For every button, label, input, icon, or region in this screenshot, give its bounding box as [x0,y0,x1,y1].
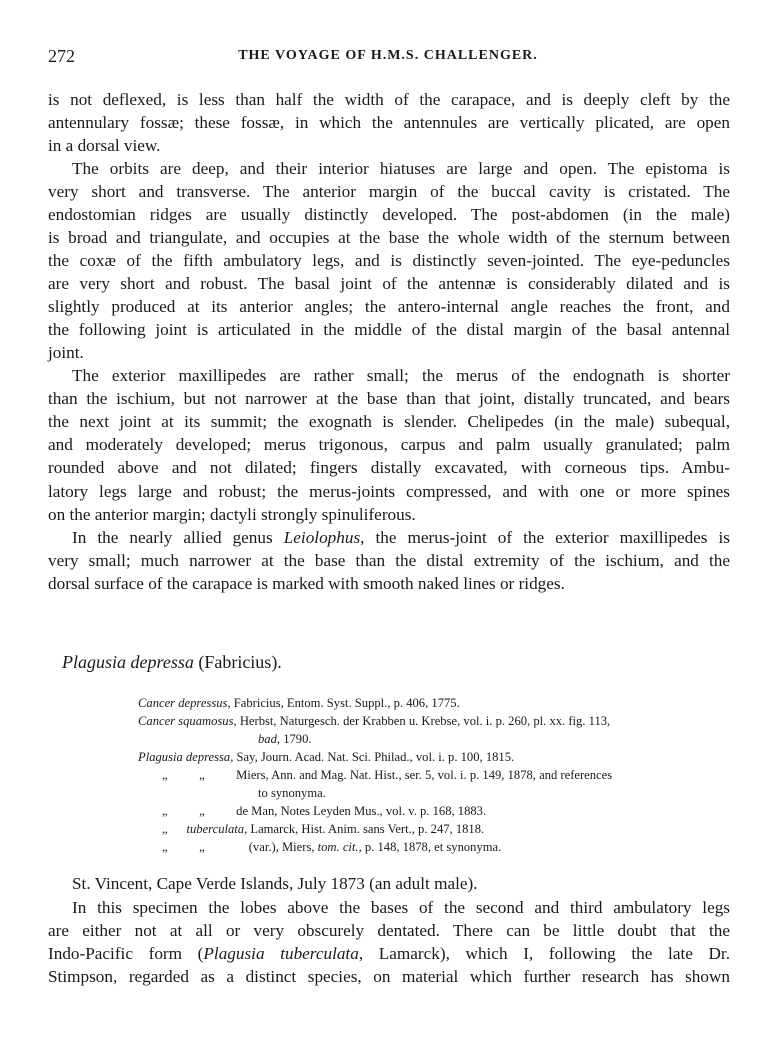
italic-text: tuberculata [186,822,245,836]
text-run: Stimpson, regarded as a distinct species, on material which further research has shown [48,967,730,986]
text-line [48,921,730,941]
text-run: In this specimen the lobes above the bases of the second and third ambulatory legs [72,898,730,917]
text-run: The exterior maxillipedes are rather small; the merus of the endognath is shorter [72,366,730,385]
text-run: , Herbst, Naturgesch. der Krabben u. Krebse, vol. i. p. 260, pl. xx. fig. 113, [233,714,611,728]
text-run: the next joint at its summit; the exognath is slender. Chelipedes (in the male) subequal, [48,412,730,431]
synonymy-entry [258,731,312,747]
text-line [48,113,730,133]
italic-text: Plagusia depressa [138,750,231,764]
synonymy-entry [162,767,612,783]
italic-text: bad [258,732,277,746]
text-line [48,458,730,478]
text-run: is broad and triangulate, and occupies at the base the whole width of the sternum between [48,228,730,247]
text-run: slightly produced at its anterior angles; the antero-internal angle reaches the front, and [48,297,730,316]
text-line [48,435,730,455]
text-run: to synonyma. [258,786,326,800]
text-line [48,898,730,918]
text-line [48,389,730,409]
text-run: very short and transverse. The anterior margin of the buccal cavity is cristated. The [48,182,730,201]
text-run: , Lamarck, Hist. Anim. sans Vert., p. 247, 1818. [244,822,485,836]
synonymy-entry [162,839,501,855]
text-line [48,874,730,894]
text-run: antennulary fossæ; these fossæ, in which the antennules are vertically plicated, are open [48,113,730,132]
text-run: dorsal surface of the carapace is marked with smooth naked lines or ridges. [48,574,565,593]
text-run: than the ischium, but not narrower at the base than that joint, distally truncated, and bears [48,389,730,408]
text-line [48,944,730,964]
text-run: the coxæ of the fifth ambulatory legs, and is distinctly seven-jointed. The eye-peduncles [48,251,730,270]
synonymy-entry [138,695,460,711]
text-line [48,136,730,156]
text-run: In the nearly allied genus [72,528,284,547]
text-run: are very short and robust. The basal joint of the antennæ is considerably dilated and is [48,274,730,293]
text-line [48,967,730,987]
text-line [48,551,730,571]
text-run: is not deflexed, is less than half the width of the carapace, and is deeply cleft by the [48,90,730,109]
text-run: , 1790. [276,732,312,746]
text-run: and moderately developed; merus trigonous, carpus and palm usually granulated; palm [48,435,730,454]
page-number: 272 [48,46,75,66]
text-run: „ „ (var.), Miers, [162,840,318,854]
text-line [48,482,730,502]
synonymy-entry [162,821,484,837]
running-title: THE VOYAGE OF H.M.S. CHALLENGER. [238,48,538,63]
synonymy-entry [138,749,514,765]
italic-text: Leiolophus [283,528,361,547]
text-run: the following joint is articulated in the middle of the distal margin of the basal antennal [48,320,730,339]
synonymy-entry [138,713,610,729]
synonymy-entry [258,785,326,801]
text-line [48,90,730,110]
text-run: latory legs large and robust; the merus-joints compressed, and with one or more spines [48,482,730,501]
italic-text: Cancer depressus [138,696,228,710]
text-run: , p. 148, 1878, et synonyma. [358,840,502,854]
italic-text: Plagusia tuberculata [203,944,359,963]
text-line [48,412,730,432]
text-line [48,159,730,179]
text-run: „ „ Miers, Ann. and Mag. Nat. Hist., ser. 5, vol. i. p. 149, 1878, and references [162,768,613,782]
text-run: joint. [48,343,84,362]
text-run: St. Vincent, Cape Verde Islands, July 1873 (an adult male). [72,874,478,893]
text-run: „ „ de Man, Notes Leyden Mus., vol. v. p. 168, 1883. [162,804,487,818]
text-run: The orbits are deep, and their interior hiatuses are large and open. The epistoma is [72,159,730,178]
text-run: are either not at all or very obscurely dentated. There can be little doubt that the [48,921,730,940]
text-line [48,505,730,525]
species-heading [62,652,282,673]
text-line [48,574,730,594]
text-line [48,205,730,225]
text-run: , Fabricius, Entom. Syst. Suppl., p. 406, 1775. [227,696,460,710]
text-run: Indo-Pacific form ( [48,944,204,963]
italic-text: Cancer squamosus [138,714,234,728]
text-run: , Lamarck), which I, following the late Dr. [358,944,730,963]
text-run: endostomian ridges are usually distinctly developed. The post-abdomen (in the male) [48,205,730,224]
text-run: , Say, Journ. Acad. Nat. Sci. Philad., vol. i. p. 100, 1815. [230,750,515,764]
text-line [48,343,730,363]
text-line [48,528,730,548]
text-line [48,274,730,294]
species-author: (Fabricius). [193,652,282,672]
species-name: Plagusia depressa [62,652,194,672]
text-line [48,297,730,317]
text-line [48,320,730,340]
text-run: , the merus-joint of the exterior maxillipedes is [360,528,730,547]
text-line [48,228,730,248]
synonymy-entry [162,803,486,819]
text-run: „ [162,822,187,836]
text-run: rounded above and not dilated; fingers distally excavated, with corneous tips. Ambu- [48,458,730,477]
text-line [48,366,730,386]
text-run: in a dorsal view. [48,136,161,155]
text-run: on the anterior margin; dactyli strongly spinuliferous. [48,505,416,524]
italic-text: tom. cit. [317,840,359,854]
text-line [48,182,730,202]
text-run: very small; much narrower at the base than the distal extremity of the ischium, and the [48,551,730,570]
text-line [48,251,730,271]
